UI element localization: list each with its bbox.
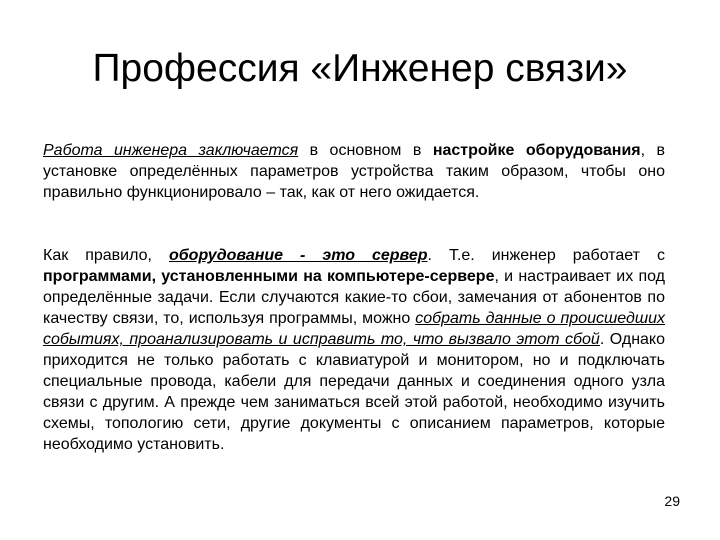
text-run: , в установке определённых параметров устройства таким образом, чтобы оно правильно функционировало – так, как от него ожидается. xyxy=(43,142,666,201)
emphasis-equipment-server: оборудование - это сервер xyxy=(168,247,428,264)
emphasis-work: Работа xyxy=(43,142,103,159)
underlined-space xyxy=(103,142,114,159)
text-run: . Однако приходится не только работать с клавиатурой и монитором, но и подключать специальные провода, кабели для передачи данных и соединения одного узла связи с другим. А прежде чем заниматься всей этой работой, необходимо изучить схемы, топологию сети, другие документы с описанием параметров, которые необходимо установить. xyxy=(43,331,666,453)
emphasis-collect-data: собрать данные о происшедших событиях, проанализировать и исправить то, что вызвало этот сбой xyxy=(43,310,665,348)
text-run: , и настраивает их под определённые задачи. Если случаются какие-то сбои, замечания от абонентов по качеству связи, то, используя программы, можно xyxy=(43,268,666,327)
page-number: 29 xyxy=(664,493,680,509)
emphasis-programs: программами, установленными на компьютере-сервере xyxy=(43,268,495,285)
slide-title: Профессия «Инженер связи» xyxy=(92,47,628,90)
emphasis-consists: заключается xyxy=(198,142,299,159)
paragraph-job-description xyxy=(43,140,665,203)
text-run: Как правило, xyxy=(43,247,169,264)
text-run: в основном в xyxy=(298,142,433,159)
underlined-space xyxy=(187,142,198,159)
emphasis-equipment-setup: настройке оборудования xyxy=(432,142,641,159)
emphasis-engineer: инженера xyxy=(113,142,188,159)
text-run: . Т.е. инженер работает с xyxy=(427,247,665,264)
paragraph-work-details xyxy=(43,245,665,455)
